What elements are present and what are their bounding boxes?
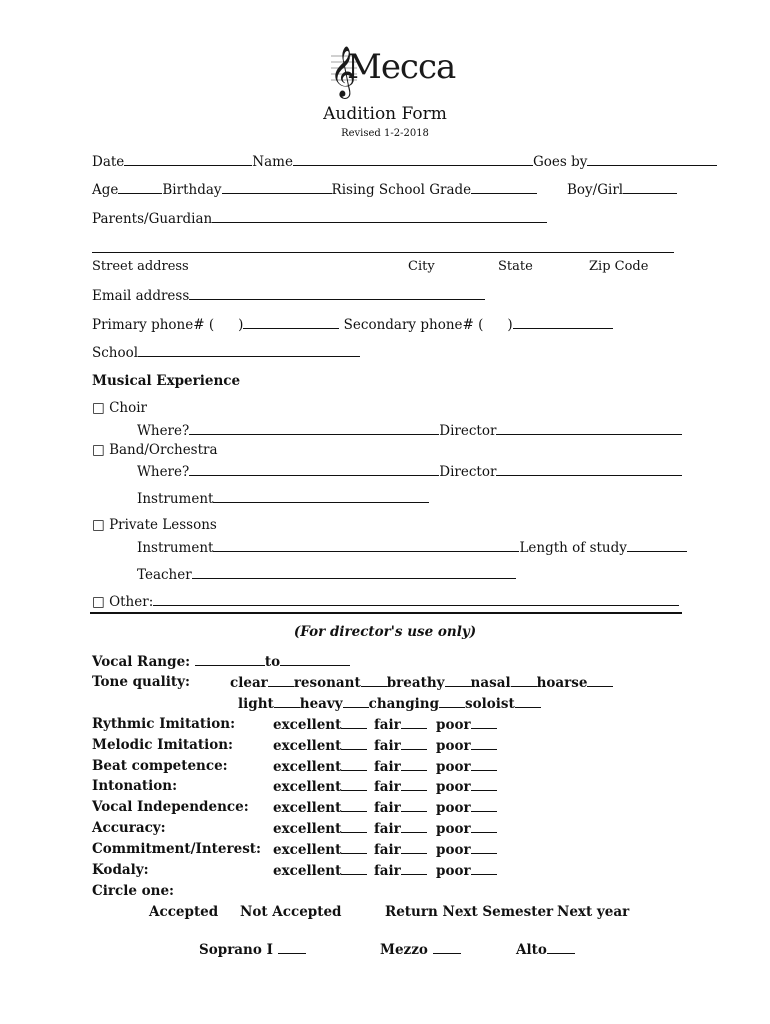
rating-line[interactable] [471,841,497,854]
private-instrument-label: Instrument [137,540,214,556]
rating-label: excellent [273,758,342,775]
rating-line[interactable] [341,841,367,854]
rating-2 [436,737,497,754]
vocal-range-row [92,653,350,670]
teacher-row [137,566,516,583]
rating-label: poor [436,779,471,796]
tone-heavy-line[interactable] [343,695,369,708]
age-row [92,181,537,198]
rating-line[interactable] [471,799,497,812]
rating-2 [436,778,497,795]
school-row [92,344,360,361]
criteria-label: Commitment/Interest: [92,840,262,857]
rating-line[interactable] [401,737,427,750]
tone-light: light [238,696,274,712]
teacher-label: Teacher [137,567,192,583]
criteria-label: Kodaly: [92,861,149,878]
choir-director-line[interactable] [496,422,682,435]
rating-label: poor [436,821,471,837]
rating-1 [374,820,427,837]
choir-label: Choir [109,400,147,416]
band-where-line[interactable] [189,463,439,476]
voice-soprano-label: Soprano I [199,942,273,958]
rating-1 [374,716,427,733]
rating-0 [273,799,367,816]
rating-line[interactable] [471,820,497,833]
rating-0 [273,778,367,795]
rating-label: poor [436,758,471,775]
rating-label: fair [374,717,401,733]
other-label: Other: [109,594,154,610]
rating-1 [374,862,427,879]
criteria-label: Melodic Imitation: [92,736,234,753]
date-label: Date [92,154,125,170]
band-option[interactable] [92,442,218,458]
voice-alto [516,941,575,958]
birthday-line[interactable] [222,181,332,194]
rating-label: excellent [273,821,342,837]
rating-line[interactable] [341,737,367,750]
secondary-phone-paren: ) [507,317,513,333]
rating-label: fair [374,841,401,858]
rating-0 [273,737,367,754]
tone-row-2 [238,695,541,712]
svg-text:𝄞: 𝄞 [330,46,357,97]
tone-clear: clear [230,675,268,691]
band-director-label: Director [439,464,497,480]
band-director-line[interactable] [496,463,682,476]
circle-one-label: Circle one: [92,883,175,899]
vocal-range-high[interactable] [280,653,350,666]
rating-label: excellent [273,717,342,733]
private-lessons-checkbox[interactable]: □ [92,517,105,533]
school-line[interactable] [138,344,360,357]
outcome-next-year[interactable]: Next year [557,904,630,920]
rating-0 [273,758,367,775]
rating-label: fair [374,737,401,754]
primary-phone-line[interactable] [243,316,339,329]
rating-label: fair [374,821,401,837]
tone-changing: changing [368,696,440,712]
phone-row [92,316,613,333]
band-where-row [137,463,682,480]
rating-line[interactable] [471,737,497,750]
band-instrument-row [137,490,429,507]
band-label: Band/Orchestra [109,442,218,458]
rating-line[interactable] [341,862,367,875]
rating-2 [436,862,497,879]
secondary-phone-label: Secondary phone# ( [343,317,484,333]
email-row [92,287,485,304]
email-line[interactable] [189,287,485,300]
rating-2 [436,716,497,733]
tone-quality-label: Tone quality: [92,674,190,690]
rating-2 [436,841,497,858]
rating-label: poor [436,862,471,879]
tone-resonant: resonant [293,675,361,691]
rating-line[interactable] [471,778,497,791]
rating-line[interactable] [401,778,427,791]
other-line[interactable] [153,593,679,606]
tone-soloist: soloist [465,696,515,712]
rating-1 [374,841,427,858]
rating-1 [374,799,427,816]
boy-girl-label: Boy/Girl [567,182,624,198]
rating-line[interactable] [341,716,367,729]
rating-label: excellent [273,841,342,858]
brand-name: Mecca [347,47,456,87]
rating-label: poor [436,841,471,858]
boy-girl-field [567,181,677,198]
rating-label: excellent [273,779,342,796]
choir-where-row [137,422,682,439]
rating-label: poor [436,737,471,754]
private-instrument-row [137,539,687,556]
page-title: Audition Form [323,104,447,124]
vocal-range-to: to [264,654,281,670]
rating-1 [374,758,427,775]
criteria-label: Accuracy: [92,820,166,836]
choir-where-label: Where? [137,423,190,439]
choir-director-label: Director [439,423,497,439]
name-label: Name [252,154,293,170]
rating-line[interactable] [341,778,367,791]
rating-label: fair [374,779,401,796]
rating-line[interactable] [471,862,497,875]
private-instrument-line[interactable] [213,539,519,552]
private-lessons-option[interactable] [92,517,217,533]
rating-line[interactable] [401,758,427,771]
revision-date: Revised 1-2-2018 [341,128,429,139]
primary-phone-label: Primary phone# ( [92,317,215,333]
director-note: (For director's use only) [293,624,477,640]
rating-line[interactable] [471,758,497,771]
rating-label: excellent [273,737,342,754]
voice-alto-label: Alto [516,942,547,958]
choir-option[interactable] [92,400,147,416]
section-divider [90,612,682,614]
tone-breathy-line[interactable] [445,674,471,687]
teacher-line[interactable] [192,566,516,579]
state-label: State [498,259,533,274]
tone-nasal: nasal [470,675,511,691]
tone-soloist-line[interactable] [515,695,541,708]
experience-heading: Musical Experience [92,373,241,389]
band-where-label: Where? [137,464,190,480]
boy-girl-line[interactable] [623,181,677,194]
tone-breathy: breathy [386,675,445,691]
rating-label: fair [374,758,401,775]
rating-2 [436,820,497,837]
rating-line[interactable] [341,758,367,771]
parents-line[interactable] [212,210,547,223]
rating-label: fair [374,800,401,817]
choir-where-line[interactable] [189,422,439,435]
rating-0 [273,862,367,879]
voice-mezzo-label: Mezzo [380,942,428,958]
private-lessons-label: Private Lessons [109,517,217,533]
voice-soprano-line[interactable] [278,941,306,954]
rating-0 [273,820,367,837]
rating-label: excellent [273,800,342,817]
tone-heavy: heavy [299,696,343,712]
choir-checkbox[interactable]: □ [92,400,105,416]
address-line[interactable] [92,252,674,253]
parents-label: Parents/Guardian [92,211,213,227]
tone-hoarse: hoarse [536,675,588,691]
outcome-accepted[interactable]: Accepted [149,904,219,920]
outcome-not-accepted[interactable]: Not Accepted [240,904,342,920]
tone-changing-line[interactable] [439,695,465,708]
rating-line[interactable] [471,716,497,729]
rating-2 [436,758,497,775]
rating-label: poor [436,717,471,733]
tone-light-line[interactable] [274,695,300,708]
criteria-label: Rythmic Imitation: [92,716,236,732]
age-label: Age [92,182,119,198]
city-label: City [408,259,435,274]
tone-row-1 [230,674,613,691]
criteria-label: Vocal Independence: [92,799,249,816]
primary-phone-paren: ) [238,317,244,333]
date-line[interactable] [124,153,252,166]
street-label: Street address [92,259,189,274]
band-instrument-line[interactable] [213,490,429,503]
goes-by-label: Goes by [532,154,588,170]
rating-line[interactable] [401,841,427,854]
rating-label: poor [436,800,471,817]
voice-mezzo [380,941,461,958]
vocal-range-label: Vocal Range: [92,654,191,670]
band-checkbox[interactable]: □ [92,442,105,458]
date-row [92,153,717,170]
criteria-label: Intonation: [92,778,178,795]
grade-label: Rising School Grade [331,182,472,198]
voice-soprano [199,941,306,958]
rating-0 [273,716,367,733]
tone-hoarse-line[interactable] [587,674,613,687]
other-checkbox[interactable]: □ [92,594,105,610]
birthday-label: Birthday [162,182,222,198]
zip-label: Zip Code [589,259,649,274]
rating-label: excellent [273,862,342,879]
rating-line[interactable] [401,799,427,812]
tone-nasal-line[interactable] [511,674,537,687]
school-label: School [92,345,139,361]
voice-mezzo-line[interactable] [433,941,461,954]
secondary-phone-line[interactable] [513,316,613,329]
voice-alto-line[interactable] [547,941,575,954]
length-of-study-label: Length of study [519,540,627,556]
band-instrument-label: Instrument [137,491,214,507]
goes-by-line[interactable] [587,153,717,166]
rating-2 [436,799,497,816]
name-line[interactable] [293,153,533,166]
length-of-study-line[interactable] [627,539,687,552]
tone-resonant-line[interactable] [361,674,387,687]
rating-line[interactable] [341,820,367,833]
tone-clear-line[interactable] [268,674,294,687]
parents-row [92,210,547,227]
rating-0 [273,841,367,858]
other-option [92,593,679,610]
outcome-return-next-semester[interactable]: Return Next Semester [385,904,554,920]
criteria-label: Beat competence: [92,757,228,774]
grade-line[interactable] [471,181,537,194]
rating-1 [374,778,427,795]
rating-label: fair [374,862,401,879]
rating-line[interactable] [401,716,427,729]
rating-1 [374,737,427,754]
age-line[interactable] [118,181,162,194]
rating-line[interactable] [401,820,427,833]
email-label: Email address [92,288,190,304]
vocal-range-low[interactable] [195,653,265,666]
rating-line[interactable] [401,862,427,875]
rating-line[interactable] [341,799,367,812]
